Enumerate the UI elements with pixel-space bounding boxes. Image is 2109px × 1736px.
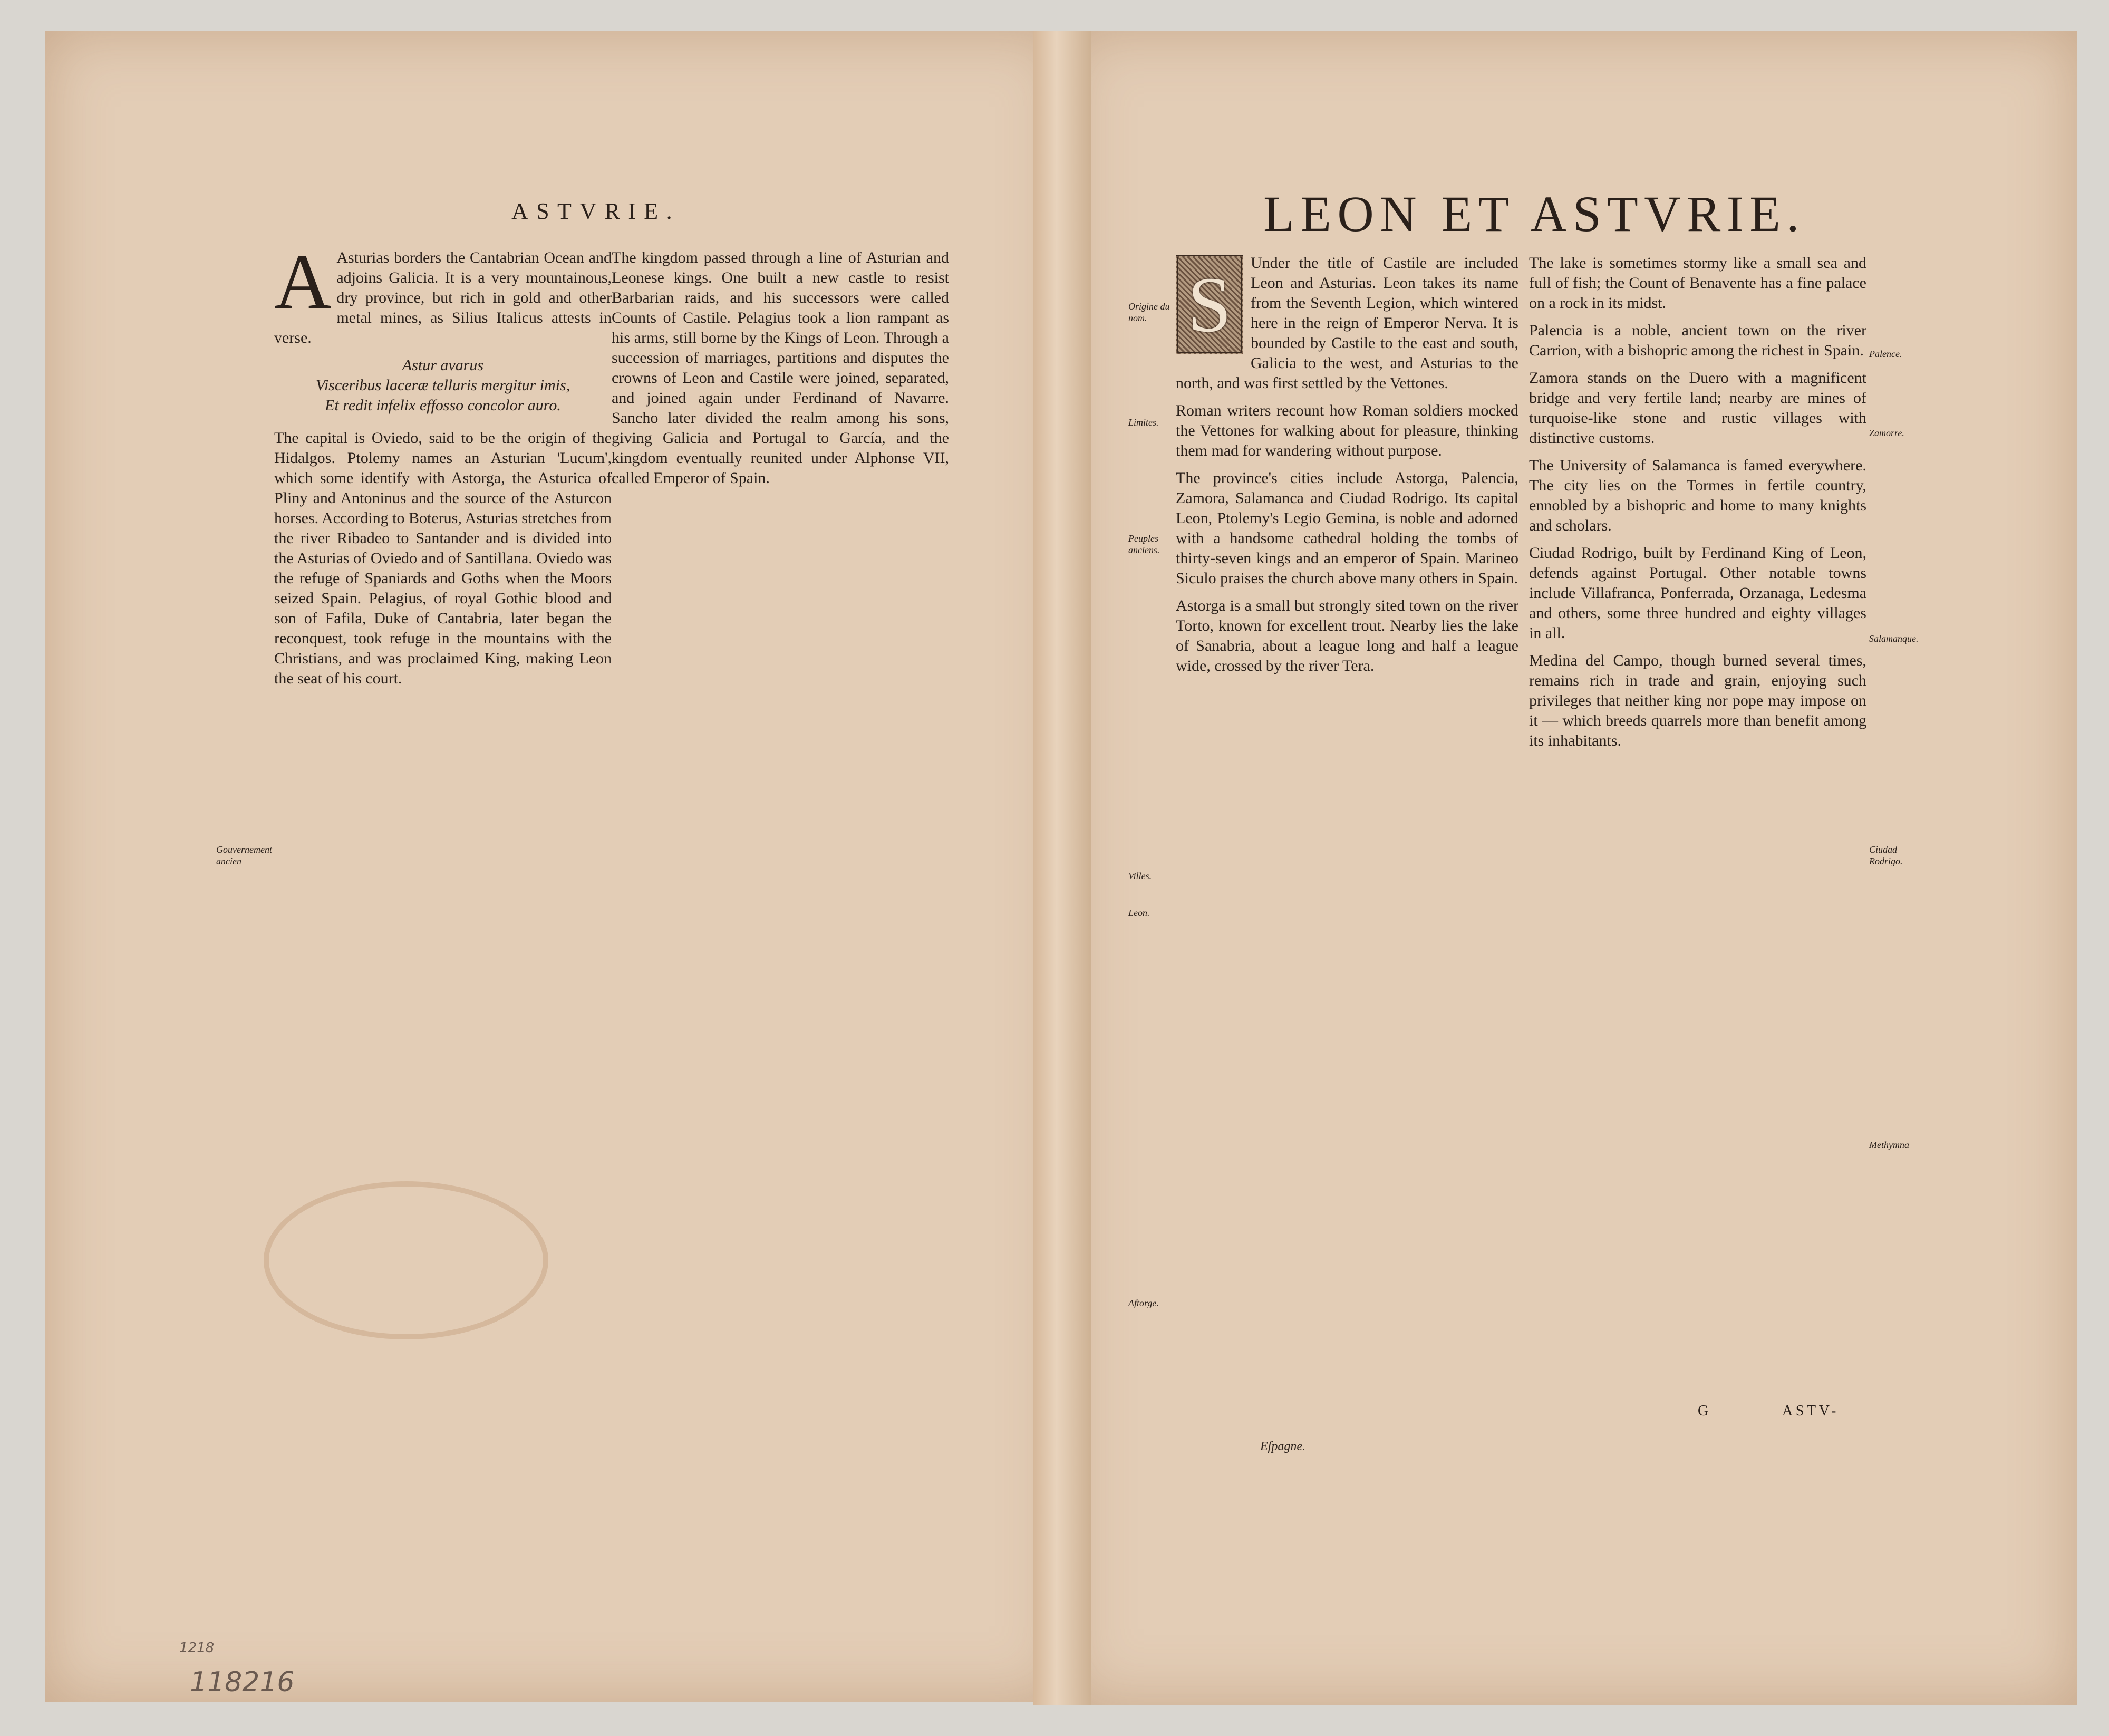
catchword: ASTV- <box>1782 1403 1839 1419</box>
margin-note: Villes. <box>1128 871 1152 881</box>
right-column-2 <box>1529 253 1866 758</box>
verse-line: Visceribus laceræ telluris mergitur imis, <box>315 377 570 394</box>
right-page-title: LEON ET ASTVRIE. <box>1263 186 1805 242</box>
margin-note: Limites. <box>1128 417 1159 428</box>
margin-note: Ciudad Rodrigo. <box>1869 844 1903 866</box>
verse-line: Astur avarus <box>402 356 484 374</box>
paragraph: Astorga is a small but strongly sited town on the river Torto, known for excellent trout. Nearby lies the lake of Sanabria, about a league long and half a league wide, crossed by the river Tera. <box>1176 597 1518 674</box>
margin-note: Methymna <box>1869 1140 1909 1150</box>
paragraph: Zamora stands on the Duero with a magnificent bridge and very fertile land; nearby are mines of turquoise-like stone and rustic villages with distinctive customs. <box>1529 369 1866 447</box>
water-stain <box>264 1181 548 1339</box>
center-fold <box>1033 31 1091 1705</box>
paragraph: The kingdom passed through a line of Asturian and Leonese kings. One built a new castle to resist Barbarian raids, and his successors were called Counts of Castile. Pelagius took a lion rampant as his arms, still borne by the Kings of Leon. Through a succession of marriages, partitions and disputes the crowns of Leon and Castile were joined, separated, and joined again under Ferdinand of Navarre. Sancho later divided the realm among his sons, giving Galicia and Portugal to García, and the kingdom eventually reunited under Alphonse VII, called Emperor of Spain. <box>612 249 949 487</box>
paragraph: Roman writers recount how Roman soldiers mocked the Vettones for walking about for pleasure, thinking them mad for wandering without purpose. <box>1176 402 1518 459</box>
margin-note: Zamorre. <box>1869 428 1904 438</box>
paragraph: The capital is Oviedo, said to be the origin of the Hidalgos. Ptolemy names an Asturian 'Lucum', which some identify with Astorga, the Asturica of Pliny and Antoninus and the source of the Asturcon horses. According to Boterus, Asturias stretches from the river Ribadeo to Santander and is divided into the Asturias of Oviedo and of Santillana. Oviedo was the refuge of Spaniards and Goths when the Moors seized Spain. Pelagius, of royal Gothic blood and son of Fafila, Duke of Cantabria, later began the reconquest, took refuge in the mountains with the Christians, and was proclaimed King, making Leon the seat of his court. <box>274 429 612 687</box>
left-page-title: ASTVRIE. <box>511 198 680 224</box>
signature-mark: G <box>1698 1403 1709 1419</box>
catchword: Eſpagne. <box>1260 1440 1305 1453</box>
paragraph: Ciudad Rodrigo, built by Ferdinand King of Leon, defends against Portugal. Other notable towns include Villafranca, Ponferrada, Orzanaga, Ledesma and others, some three hundred and eighty villages in all. <box>1529 544 1866 642</box>
left-column-1 <box>274 238 612 696</box>
paragraph: The University of Salamanca is famed everywhere. The city lies on the Tormes in fertile country, ennobled by a bishopric and home to many knights and scholars. <box>1529 457 1866 534</box>
latin-verse <box>274 355 612 416</box>
paragraph: Palencia is a noble, ancient town on the river Carrion, with a bishopric among the richest in Spain. <box>1529 322 1866 359</box>
paragraph: The province's cities include Astorga, Palencia, Zamora, Salamanca and Ciudad Rodrigo. Its capital Leon, Ptolemy's Legio Gemina, is noble and adorned with a handsome cathedral holding the tombs of thirty-seven kings and an emperor of Spain. Marineo Siculo praises the church above many others in Spain. <box>1176 469 1518 587</box>
drop-cap: A <box>274 238 332 325</box>
margin-note: Palence. <box>1869 349 1902 359</box>
woodcut-initial-icon: S <box>1176 255 1243 354</box>
paragraph: Medina del Campo, though burned several times, remains rich in trade and grain, enjoying such privileges that neither king nor pope may impose on it — which breeds quarrels more than benefit among its inhabitants. <box>1529 652 1866 749</box>
pencil-inventory-number: 118216 <box>190 1666 295 1698</box>
margin-note: Origine du nom. <box>1128 301 1170 323</box>
paragraph: Under the title of Castile are included Leon and Asturias. Leon takes its name from the Seventh Legion, which wintered here in the reign of Emperor Nerva. It is bounded by Castile to the east and south, Galicia to the west, and Asturias to the north, and was first settled by the Vettones. <box>1176 254 1518 392</box>
margin-note: Salamanque. <box>1869 633 1919 644</box>
paragraph: The lake is sometimes stormy like a small sea and full of fish; the Count of Benavente has a fine palace on a rock in its midst. <box>1529 254 1866 312</box>
margin-note: Gouvernement ancien <box>216 844 272 866</box>
pencil-mark: 1218 <box>179 1640 215 1656</box>
left-column-2 <box>612 248 949 496</box>
margin-note: Aftorge. <box>1128 1298 1159 1308</box>
margin-note: Leon. <box>1128 908 1150 918</box>
right-column-1 <box>1176 253 1518 683</box>
paragraph: Asturias borders the Cantabrian Ocean and adjoins Galicia. It is a very mountainous, dry province, but rich in gold and other metal mines, as Silius Italicus attests in verse. <box>274 249 612 346</box>
margin-note: Peuples anciens. <box>1128 533 1160 555</box>
verse-line: Et redit infelix effosso concolor auro. <box>325 397 561 414</box>
